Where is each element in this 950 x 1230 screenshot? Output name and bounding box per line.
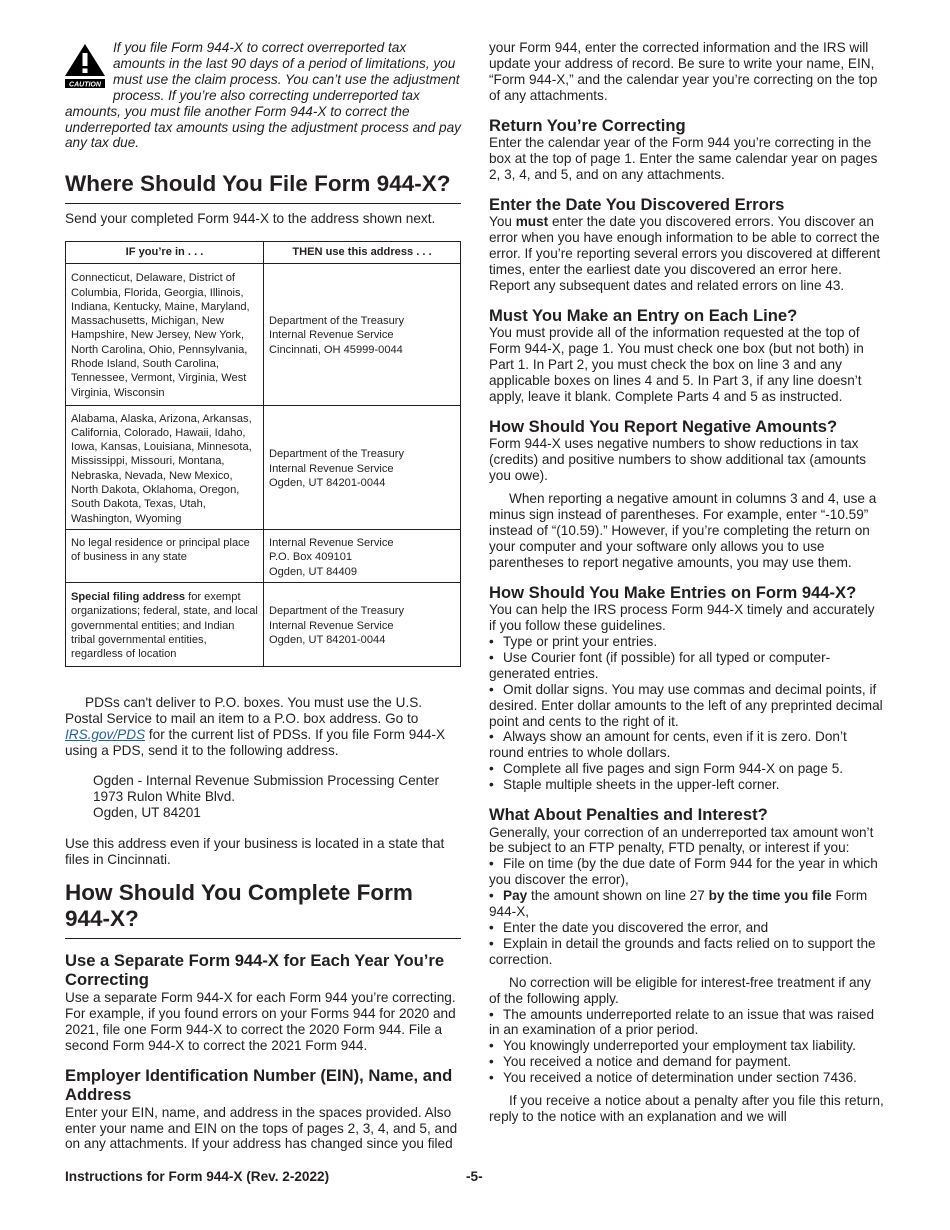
- address-line: Department of the Treasury: [269, 315, 405, 328]
- address-line: Department of the Treasury: [269, 605, 405, 618]
- list-item-text: Enter the date you discovered the error, and: [503, 919, 769, 935]
- caution-text: If you file Form 944-X to correct overreported tax amounts in the last 90 days of a period of limitations, you must use the claim process. You can’t use the adjustment process. If you’re also correcting underreported tax amounts, you must file another Form 944-X to correct the underreported tax amounts using the adjustment process and pay any tax due.: [65, 40, 461, 151]
- address-line: Cincinnati, OH 45999-0044: [269, 343, 403, 356]
- list-item-text: Staple multiple sheets in the upper-left corner.: [503, 777, 780, 793]
- pds-paragraph: [65, 695, 461, 759]
- date-text: [489, 214, 885, 294]
- pds-note: Use this address even if your business is located in a state that files in Cincinnati.: [65, 836, 445, 868]
- table-cell-location: Connecticut, Delaware, District of Columbia, Florida, Georgia, Illinois, Indiana, Kentucky, Maine, Maryland, Massachusetts, Michigan, New Hampshire, New Jersey, New York, North Carolina, Ohio, Pennsylvania, Rhode Island, South Carolina, Tennessee, Vermont, Virginia, West Virginia, Wisconsin: [66, 263, 264, 405]
- list-item: • You received a notice of determination under section 7436.: [489, 1070, 857, 1086]
- list-item: • You knowingly underreported your employment tax liability.: [489, 1038, 856, 1054]
- table-cell-address: [264, 263, 461, 405]
- list-item: • Enter the date you discovered the error, and: [489, 919, 769, 935]
- list-item-text: The amounts underreported relate to an issue that was raised in an examination of a prior period.: [489, 1006, 875, 1038]
- pay-bold: Pay: [503, 888, 528, 904]
- footer-title: Instructions for Form 944-X (Rev. 2-2022): [65, 1169, 330, 1184]
- date-text-bold: must: [515, 214, 549, 230]
- address-line: Ogden, UT 84201-0044: [269, 476, 386, 489]
- address-table: [65, 241, 461, 667]
- where-heading: Where Should You File Form 944-X?: [65, 151, 461, 204]
- table-cell-address: [264, 582, 461, 666]
- table-cell-location: No legal residence or principal place of business in any state: [66, 529, 264, 582]
- page-footer: [65, 1169, 885, 1184]
- penalties-intro: Generally, your correction of an underreported tax amount won’t be subject to an FTP penalty, FTD penalty, or interest if you:: [489, 824, 874, 856]
- negative-text-2: When reporting a negative amount in columns 3 and 4, use a minus sign instead of parentheses. For example, enter “-10.59” instead of “(10.59).” However, if you’re completing the return on your computer and your software only allows you to use parentheses to report negative amounts, you may use them.: [489, 491, 877, 570]
- address-line: Ogden, UT 84201-0044: [269, 633, 386, 646]
- list-item-text: Type or print your entries.: [503, 633, 658, 649]
- where-intro: Send your completed Form 944-X to the address shown next.: [65, 211, 436, 227]
- right-column: [489, 40, 885, 1125]
- list-item-text: File on time (by the due date of Form 944 for the year in which you discover the error),: [489, 856, 878, 888]
- return-heading: Return You’re Correcting: [489, 115, 686, 135]
- penalties-heading: What About Penalties and Interest?: [489, 805, 768, 825]
- penalties-text-3: If you receive a notice about a penalty after you file this return, reply to the notice with an explanation and we will: [489, 1093, 884, 1124]
- table-row: [66, 263, 461, 405]
- table-header-row: [66, 242, 461, 263]
- list-item-text: Form 944-X,: [489, 888, 868, 920]
- entry-heading: Must You Make an Entry on Each Line?: [489, 305, 798, 325]
- negative-text-1: Form 944-X uses negative numbers to show reductions in tax (credits) and positive numbers to show additional tax (amounts you owe).: [489, 436, 867, 484]
- list-item: • Always show an amount for cents, even if it is zero. Don’t round entries to whole dollars.: [489, 729, 847, 761]
- irs-pds-link[interactable]: IRS.gov/PDS: [65, 726, 146, 742]
- pds-address-line: Ogden, UT 84201: [93, 805, 201, 821]
- caution-icon: [63, 42, 107, 90]
- table-cell-address: [264, 405, 461, 529]
- special-filing-label: Special filing address: [71, 591, 186, 604]
- list-item-text: You received a notice of determination under section 7436.: [503, 1070, 857, 1086]
- list-item: • File on time (by the due date of Form 944 for the year in which you discover the error),: [489, 856, 878, 888]
- table-cell-address: [264, 529, 461, 582]
- table-cell-location: [66, 582, 264, 666]
- list-item-text: Complete all five pages and sign Form 944-X on page 5.: [503, 761, 844, 777]
- date-heading: Enter the Date You Discovered Errors: [489, 194, 785, 214]
- special-filing-text: for exempt organizations; federal, state, and local governmental entities; and Indian tribal governmental entities, regardless of location: [71, 591, 258, 661]
- list-item: • Staple multiple sheets in the upper-left corner.: [489, 777, 780, 793]
- date-text-a: You: [489, 214, 516, 230]
- negative-heading: How Should You Report Negative Amounts?: [489, 416, 838, 436]
- table-header-if: IF you’re in . . .: [66, 242, 264, 263]
- list-item-text: Use Courier font (if possible) for all typed or computer-generated entries.: [489, 649, 831, 681]
- entries-intro: You can help the IRS process Form 944-X timely and accurately if you follow these guidelines.: [489, 602, 875, 634]
- address-line: P.O. Box 409101: [269, 551, 353, 564]
- ein-text: Enter your EIN, name, and address in the spaces provided. Also enter your name and EIN on the tops of pages 2, 3, 4, and 5, and on any attachments. If your address has changed since you filed: [65, 1104, 458, 1152]
- entry-text: You must provide all of the information requested at the top of Form 944-X, page 1. You must check one box (but not both) in Part 1. In Part 2, you must check the box on line 3 and any applicable boxes on lines 4 and 5. In Part 3, if any line doesn’t apply, leave it blank. Complete Parts 4 and 5 as instructed.: [489, 325, 864, 404]
- table-cell-location: Alabama, Alaska, Arizona, Arkansas, California, Colorado, Hawaii, Idaho, Iowa, Kansas, Louisiana, Minnesota, Mississippi, Missouri, Montana, Nebraska, Nevada, New Mexico, North Dakota, Oklahoma, Oregon, South Dakota, Texas, Utah, Washington, Wyoming: [66, 405, 264, 529]
- address-line: Internal Revenue Service: [269, 462, 394, 475]
- complete-heading: How Should You Complete Form 944-X?: [65, 868, 461, 939]
- list-item: • Explain in detail the grounds and facts relied on to support the correction.: [489, 935, 876, 967]
- separate-form-text: Use a separate Form 944-X for each Form 944 you’re correcting. For example, if you found errors on your Forms 944 for 2020 and 2021, file one Form 944-X to correct the 2020 Form 944. File a second Form 944-X to correct the 2021 Form 944.: [65, 989, 456, 1053]
- return-text: Enter the calendar year of the Form 944 you’re correcting in the box at the top of page 1. Enter the same calendar year on pages 2, 3, 4, and 5, and on any attachments.: [489, 135, 878, 182]
- address-line: Department of the Treasury: [269, 448, 405, 461]
- ein-text-continued: your Form 944, enter the corrected information and the IRS will update your address of record. Be sure to write your name, EIN, “Form 944-X,” and the calendar year you’re correcting on the top of any attachments.: [489, 40, 878, 103]
- table-row: [66, 405, 461, 529]
- separate-form-heading: Use a Separate Form 944-X for Each Year You’re Correcting: [65, 950, 445, 990]
- table-row: [66, 529, 461, 582]
- date-text-b: enter the date you discovered errors. You discover an error when you have enough information to be able to correct the error. If you’re reporting several errors you discovered at different times, enter the earliest date you discovered an error here. Report any subsequent dates and related errors on line 43.: [489, 214, 881, 293]
- table-row: [66, 582, 461, 666]
- list-item: • Use Courier font (if possible) for all typed or computer-generated entries.: [489, 649, 831, 681]
- list-item: • Pay the amount shown on line 27 by the time you file Form 944-X,: [489, 888, 868, 920]
- address-line: Internal Revenue Service: [269, 536, 394, 549]
- by-time-bold: by the time you file: [708, 888, 832, 904]
- address-line: Internal Revenue Service: [269, 619, 394, 632]
- list-item: • The amounts underreported relate to an issue that was raised in an examination of a prior period.: [489, 1006, 875, 1038]
- list-item-text: Always show an amount for cents, even if it is zero. Don’t round entries to whole dollars.: [489, 729, 847, 761]
- pds-address: [93, 773, 461, 821]
- list-item-text: Explain in detail the grounds and facts relied on to support the correction.: [489, 935, 876, 967]
- page-number: -5-: [466, 1169, 483, 1184]
- pds-text: for the current list of PDSs. If you file Form 944-X using a PDS, send it to the following address.: [65, 726, 446, 758]
- list-item: • Complete all five pages and sign Form 944-X on page 5.: [489, 761, 844, 777]
- list-item-text: You knowingly underreported your employment tax liability.: [503, 1038, 856, 1054]
- caution-note: [65, 40, 461, 151]
- table-header-then: THEN use this address . . .: [264, 242, 461, 263]
- entries-heading: How Should You Make Entries on Form 944-X?: [489, 582, 857, 602]
- pds-text: PDSs can't deliver to P.O. boxes. You must use the U.S. Postal Service to mail an item to a P.O. box address. Go to: [65, 694, 423, 726]
- pds-address-line: Ogden - Internal Revenue Submission Processing Center: [93, 773, 440, 789]
- pds-address-line: 1973 Rulon White Blvd.: [93, 789, 236, 805]
- address-line: Internal Revenue Service: [269, 329, 394, 342]
- caution-label: CAUTION: [69, 81, 101, 89]
- address-line: Ogden, UT 84409: [269, 565, 357, 578]
- left-column: [65, 40, 461, 1152]
- list-item-text: You received a notice and demand for payment.: [503, 1054, 792, 1070]
- ein-heading: Employer Identification Number (EIN), Name, and Address: [65, 1065, 453, 1105]
- list-item: • Omit dollar signs. You may use commas and decimal points, if desired. Enter dollar amounts to the left of any preprinted decimal point and cents to the right of it.: [489, 681, 883, 729]
- list-item-text: the amount shown on line 27: [527, 888, 709, 904]
- list-item: • Type or print your entries.: [489, 633, 658, 649]
- list-item-text: Omit dollar signs. You may use commas and decimal points, if desired. Enter dollar amounts to the left of any preprinted decimal point and cents to the right of it.: [489, 681, 883, 729]
- list-item: • You received a notice and demand for payment.: [489, 1054, 792, 1070]
- penalties-text-2: No correction will be eligible for interest-free treatment if any of the following apply.: [489, 974, 871, 1006]
